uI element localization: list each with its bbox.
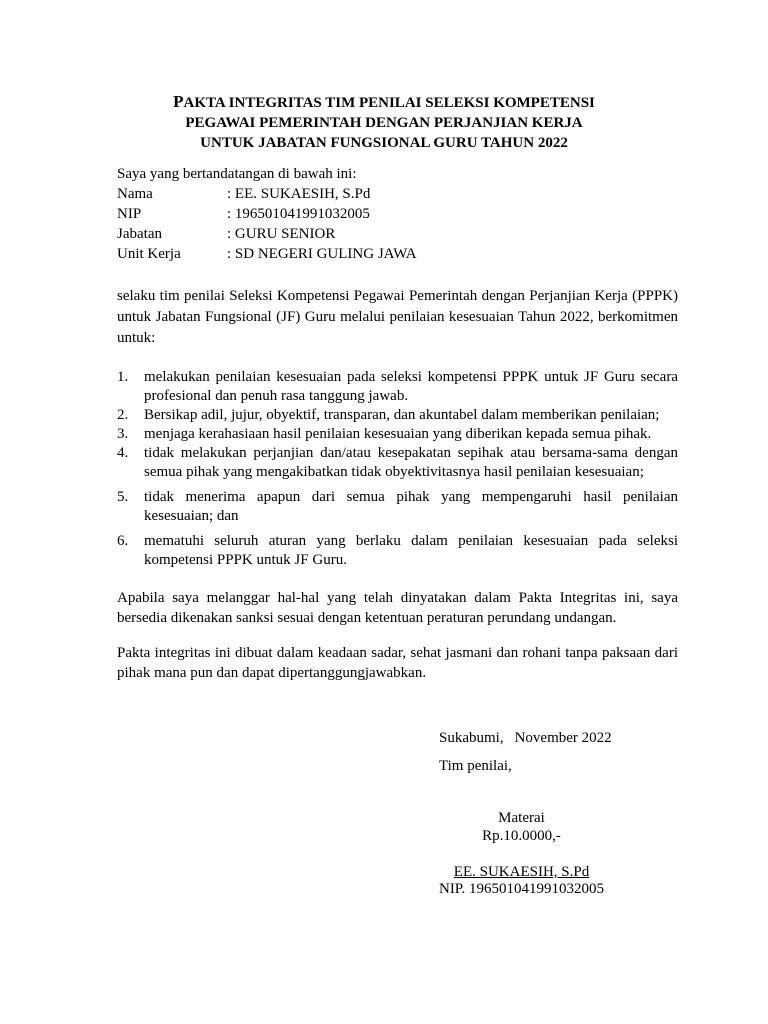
field-value: : 196501041991032005 xyxy=(227,206,370,222)
field-label: NIP xyxy=(117,206,142,222)
field-row-jabatan xyxy=(117,224,678,244)
title-line-1-text: AKTA INTEGRITAS TIM PENILAI SELEKSI KOMPETENSI xyxy=(183,95,595,111)
list-number: 1. xyxy=(117,369,129,385)
list-number: 4. xyxy=(117,445,129,461)
field-label: Unit Kerja xyxy=(117,246,181,262)
declaration-paragraph: Pakta integritas ini dibuat dalam keadaan sadar, sehat jasmani dan rohani tanpa paksaan dari pihak mana pun dan dapat dipertanggungjawabkan. xyxy=(117,645,678,681)
list-number: 6. xyxy=(117,533,129,549)
field-value: : GURU SENIOR xyxy=(227,226,336,242)
field-row-unit-kerja xyxy=(117,244,678,264)
list-text: tidak menerima apapun dari semua pihak yang mempengaruhi hasil penilaian kesesuaian; dan xyxy=(144,489,678,524)
identity-section xyxy=(117,164,678,264)
document-title xyxy=(0,92,768,153)
stamp-duty-amount: Rp.10.0000,- xyxy=(482,828,561,844)
field-value: : EE. SUKAESIH, S.Pd xyxy=(227,186,371,202)
commitment-paragraph: selaku tim penilai Seleksi Kompetensi Pegawai Pemerintah dengan Perjanjian Kerja (PPPK) untuk Jabatan Fungsional (JF) Guru melalui penilaian kesesuaian Tahun 2022, berkomitmen untuk: xyxy=(117,288,678,346)
title-line-2: PEGAWAI PEMERINTAH DENGAN PERJANJIAN KERJA xyxy=(185,115,583,131)
list-item xyxy=(117,425,678,444)
field-value: : SD NEGERI GULING JAWA xyxy=(227,246,417,262)
signature-date: November 2022 xyxy=(514,730,612,746)
list-text: Bersikap adil, jujur, obyektif, transparan, dan akuntabel dalam memberikan penilaian; xyxy=(144,407,660,423)
field-label: Nama xyxy=(117,186,153,202)
list-item xyxy=(117,532,678,570)
list-item xyxy=(117,444,678,482)
signature-place: Sukabumi, xyxy=(439,730,504,746)
list-text: tidak melakukan perjanjian dan/atau kesepakatan sepihak atau bersama-sama dengan semua pihak yang mengakibatkan tidak obyektivitasnya hasil penilaian kesesuaian; xyxy=(144,445,678,480)
intro-text: Saya yang bertandatangan di bawah ini: xyxy=(117,166,357,182)
field-row-nip xyxy=(117,204,678,224)
sanction-paragraph: Apabila saya melanggar hal-hal yang telah dinyatakan dalam Pakta Integritas ini, saya bersedia dikenakan sanksi sesuai dengan ketentuan peraturan perundang undangan. xyxy=(117,590,678,626)
field-row-nama xyxy=(117,184,678,204)
list-item xyxy=(117,406,678,425)
signer-nip: NIP. 196501041991032005 xyxy=(438,881,604,897)
list-text: melakukan penilaian kesesuaian pada seleksi kompetensi PPPK untuk JF Guru secara profesional dan penuh rasa tanggung jawab. xyxy=(144,369,678,404)
signer-name: EE. SUKAESIH, S.Pd xyxy=(453,864,590,880)
list-text: mematuhi seluruh aturan yang berlaku dalam penilaian kesesuaian pada seleksi kompetensi PPPK untuk JF Guru. xyxy=(144,533,678,568)
list-item xyxy=(117,488,678,526)
list-text: menjaga kerahasiaan hasil penilaian kesesuaian yang diberikan kepada semua pihak. xyxy=(144,426,652,442)
list-number: 5. xyxy=(117,489,129,505)
title-line-1 xyxy=(0,92,768,113)
signature-date-line xyxy=(439,728,612,748)
field-label: Jabatan xyxy=(117,226,162,242)
list-number: 3. xyxy=(117,426,129,442)
title-line-3: UNTUK JABATAN FUNGSIONAL GURU TAHUN 2022 xyxy=(200,135,568,151)
intro-line xyxy=(117,164,678,184)
stamp-duty-label: Materai xyxy=(498,810,545,826)
title-initial: P xyxy=(173,92,184,111)
list-number: 2. xyxy=(117,407,129,423)
team-label: Tim penilai, xyxy=(439,758,512,774)
commitment-list xyxy=(117,368,678,570)
list-item xyxy=(117,368,678,406)
